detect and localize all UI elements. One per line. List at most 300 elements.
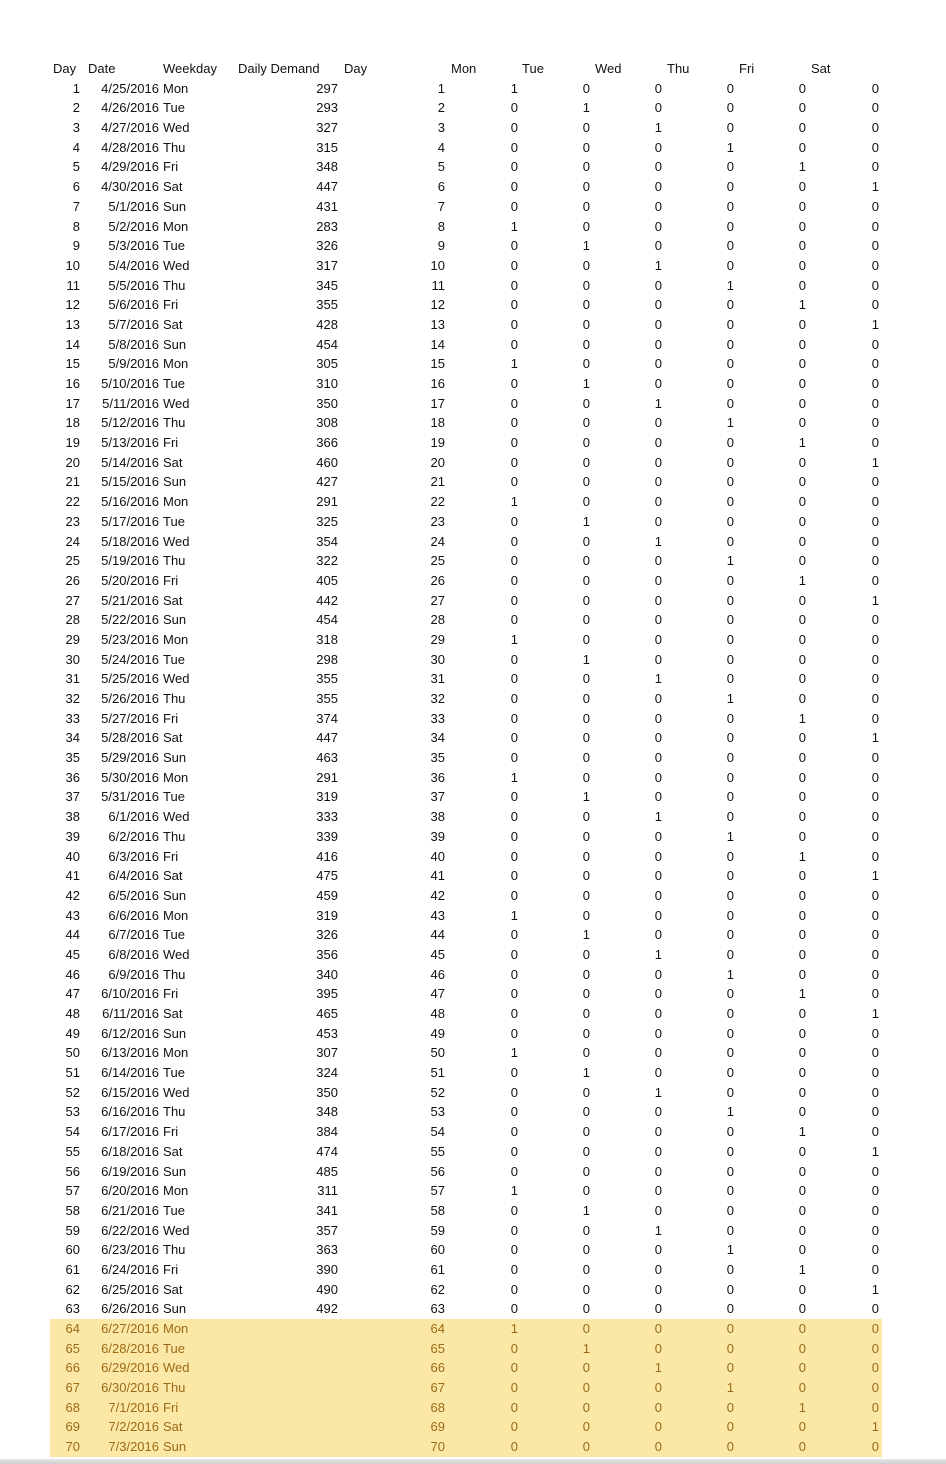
cell-thu-flag[interactable]: 1 [726, 966, 734, 982]
cell-daily-demand[interactable]: 405 [316, 572, 338, 588]
cell-tue-flag[interactable]: 0 [582, 1399, 590, 1415]
cell-tue-flag[interactable]: 0 [582, 553, 590, 569]
cell-tue-flag[interactable]: 1 [582, 1202, 590, 1218]
cell-date[interactable]: 5/20/2016 [101, 572, 159, 588]
cell-day[interactable]: 18 [65, 415, 80, 431]
cell-day[interactable]: 29 [65, 631, 80, 647]
cell-wed-flag[interactable]: 0 [654, 1340, 662, 1356]
cell-date[interactable]: 4/28/2016 [101, 139, 159, 155]
cell-mon-flag[interactable]: 0 [510, 1202, 518, 1218]
cell-date[interactable]: 5/29/2016 [101, 750, 159, 766]
cell-wed-flag[interactable]: 0 [654, 730, 662, 746]
cell-wed-flag[interactable]: 0 [654, 848, 662, 864]
cell-fri-flag[interactable]: 0 [798, 533, 806, 549]
cell-sat-flag[interactable]: 0 [871, 415, 879, 431]
cell-day[interactable]: 44 [65, 927, 80, 943]
cell-fri-flag[interactable]: 0 [798, 1281, 806, 1297]
cell-mon-flag[interactable]: 0 [510, 828, 518, 844]
cell-wed-flag[interactable]: 0 [654, 198, 662, 214]
cell-weekday[interactable]: Mon [163, 494, 189, 510]
header-date[interactable]: Date [88, 61, 116, 76]
cell-sat-flag[interactable]: 0 [871, 1321, 879, 1336]
cell-date[interactable]: 6/2/2016 [108, 828, 159, 844]
cell-day-index[interactable]: 43 [430, 907, 445, 923]
cell-weekday[interactable]: Fri [163, 159, 179, 175]
cell-weekday[interactable]: Wed [163, 120, 190, 136]
cell-mon-flag[interactable]: 0 [510, 533, 518, 549]
cell-tue-flag[interactable]: 1 [582, 100, 590, 116]
cell-sat-flag[interactable]: 0 [871, 1261, 879, 1277]
cell-wed-flag[interactable]: 1 [654, 257, 662, 273]
cell-mon-flag[interactable]: 1 [510, 1321, 518, 1336]
cell-daily-demand[interactable]: 465 [316, 1006, 338, 1021]
cell-daily-demand[interactable]: 374 [316, 710, 338, 726]
cell-thu-flag[interactable]: 0 [726, 120, 734, 136]
cell-weekday[interactable]: Mon [163, 631, 189, 647]
cell-sat-flag[interactable]: 0 [871, 1065, 879, 1081]
cell-sat-flag[interactable]: 0 [871, 435, 879, 451]
cell-date[interactable]: 6/21/2016 [101, 1202, 159, 1218]
cell-tue-flag[interactable]: 0 [582, 198, 590, 214]
cell-tue-flag[interactable]: 0 [582, 710, 590, 726]
cell-mon-flag[interactable]: 0 [510, 1301, 518, 1317]
cell-sat-flag[interactable]: 0 [871, 1084, 879, 1100]
cell-sat-flag[interactable]: 0 [871, 691, 879, 706]
cell-fri-flag[interactable]: 1 [798, 1261, 806, 1277]
cell-weekday[interactable]: Wed [163, 671, 190, 687]
cell-tue-flag[interactable]: 0 [582, 1419, 590, 1435]
cell-mon-flag[interactable]: 0 [510, 316, 518, 332]
cell-weekday[interactable]: Wed [163, 809, 190, 825]
cell-fri-flag[interactable]: 0 [798, 356, 806, 372]
cell-sat-flag[interactable]: 0 [871, 1439, 879, 1455]
cell-day[interactable]: 59 [65, 1222, 80, 1238]
cell-tue-flag[interactable]: 0 [582, 494, 590, 510]
cell-weekday[interactable]: Wed [163, 946, 190, 962]
cell-mon-flag[interactable]: 0 [510, 395, 518, 411]
cell-day[interactable]: 20 [65, 454, 80, 470]
cell-date[interactable]: 6/12/2016 [101, 1025, 159, 1041]
cell-weekday[interactable]: Wed [163, 395, 190, 411]
cell-day[interactable]: 28 [65, 612, 80, 628]
cell-weekday[interactable]: Sat [163, 868, 183, 884]
cell-tue-flag[interactable]: 0 [582, 572, 590, 588]
cell-weekday[interactable]: Sat [163, 1419, 183, 1435]
cell-day-index[interactable]: 26 [430, 572, 445, 588]
cell-fri-flag[interactable]: 0 [798, 631, 806, 647]
cell-daily-demand[interactable]: 355 [316, 297, 338, 313]
cell-day[interactable]: 5 [72, 159, 80, 175]
cell-date[interactable]: 5/4/2016 [108, 257, 159, 273]
cell-date[interactable]: 5/28/2016 [101, 730, 159, 746]
cell-daily-demand[interactable]: 319 [316, 789, 338, 805]
cell-tue-flag[interactable]: 0 [582, 1242, 590, 1258]
cell-date[interactable]: 5/10/2016 [101, 376, 159, 391]
cell-day-index[interactable]: 40 [430, 848, 445, 864]
cell-tue-flag[interactable]: 0 [582, 1301, 590, 1317]
cell-sat-flag[interactable]: 1 [871, 1419, 879, 1435]
cell-day-index[interactable]: 4 [437, 139, 445, 155]
cell-tue-flag[interactable]: 0 [582, 1222, 590, 1238]
cell-fri-flag[interactable]: 0 [798, 1321, 806, 1336]
cell-day-index[interactable]: 32 [430, 691, 445, 706]
cell-fri-flag[interactable]: 0 [798, 828, 806, 844]
cell-fri-flag[interactable]: 0 [798, 750, 806, 766]
cell-tue-flag[interactable]: 0 [582, 730, 590, 746]
cell-thu-flag[interactable]: 0 [726, 631, 734, 647]
cell-fri-flag[interactable]: 0 [798, 277, 806, 293]
cell-wed-flag[interactable]: 0 [654, 218, 662, 234]
cell-date[interactable]: 6/9/2016 [108, 966, 159, 982]
cell-sat-flag[interactable]: 0 [871, 1045, 879, 1061]
cell-fri-flag[interactable]: 0 [798, 1419, 806, 1435]
cell-thu-flag[interactable]: 0 [726, 848, 734, 864]
cell-date[interactable]: 7/2/2016 [108, 1419, 159, 1435]
cell-thu-flag[interactable]: 0 [726, 1340, 734, 1356]
cell-day-index[interactable]: 18 [430, 415, 445, 431]
cell-thu-flag[interactable]: 1 [726, 828, 734, 844]
cell-weekday[interactable]: Thu [163, 1380, 186, 1396]
cell-sat-flag[interactable]: 1 [871, 1006, 879, 1021]
cell-tue-flag[interactable]: 0 [582, 966, 590, 982]
cell-daily-demand[interactable]: 298 [316, 651, 338, 667]
cell-weekday[interactable]: Thu [163, 691, 186, 706]
cell-tue-flag[interactable]: 0 [582, 1006, 590, 1021]
cell-date[interactable]: 5/26/2016 [101, 691, 159, 706]
cell-day-index[interactable]: 50 [430, 1045, 445, 1061]
cell-sat-flag[interactable]: 0 [871, 1163, 879, 1179]
cell-daily-demand[interactable]: 474 [316, 1143, 338, 1159]
cell-day[interactable]: 60 [65, 1242, 80, 1258]
cell-day[interactable]: 22 [65, 494, 80, 510]
cell-thu-flag[interactable]: 0 [726, 651, 734, 667]
cell-tue-flag[interactable]: 0 [582, 986, 590, 1002]
cell-tue-flag[interactable]: 0 [582, 612, 590, 628]
cell-daily-demand[interactable]: 308 [316, 415, 338, 431]
cell-wed-flag[interactable]: 0 [654, 356, 662, 372]
cell-daily-demand[interactable]: 319 [316, 907, 338, 923]
cell-thu-flag[interactable]: 0 [726, 179, 734, 195]
cell-thu-flag[interactable]: 0 [726, 80, 734, 96]
cell-thu-flag[interactable]: 0 [726, 1183, 734, 1199]
cell-fri-flag[interactable]: 0 [798, 1084, 806, 1100]
cell-fri-flag[interactable]: 0 [798, 907, 806, 923]
cell-day[interactable]: 34 [65, 730, 80, 746]
cell-day-index[interactable]: 55 [430, 1143, 445, 1159]
cell-sat-flag[interactable]: 0 [871, 671, 879, 687]
cell-date[interactable]: 7/1/2016 [108, 1399, 159, 1415]
cell-daily-demand[interactable]: 348 [316, 159, 338, 175]
cell-weekday[interactable]: Wed [163, 1222, 190, 1238]
cell-daily-demand[interactable]: 354 [316, 533, 338, 549]
cell-tue-flag[interactable]: 0 [582, 671, 590, 687]
cell-day-index[interactable]: 54 [430, 1124, 445, 1140]
cell-wed-flag[interactable]: 1 [654, 533, 662, 549]
cell-tue-flag[interactable]: 0 [582, 691, 590, 706]
cell-daily-demand[interactable]: 463 [316, 750, 338, 766]
cell-sat-flag[interactable]: 0 [871, 1104, 879, 1120]
cell-daily-demand[interactable]: 283 [316, 218, 338, 234]
cell-fri-flag[interactable]: 1 [798, 1124, 806, 1140]
cell-fri-flag[interactable]: 0 [798, 887, 806, 903]
cell-mon-flag[interactable]: 0 [510, 1006, 518, 1021]
cell-daily-demand[interactable]: 355 [316, 671, 338, 687]
cell-day[interactable]: 68 [65, 1399, 80, 1415]
cell-day-index[interactable]: 17 [430, 395, 445, 411]
cell-daily-demand[interactable]: 428 [316, 316, 338, 332]
cell-daily-demand[interactable]: 442 [316, 592, 338, 608]
cell-tue-flag[interactable]: 0 [582, 631, 590, 647]
cell-tue-flag[interactable]: 0 [582, 257, 590, 273]
cell-day[interactable]: 48 [65, 1006, 80, 1021]
cell-day-index[interactable]: 52 [430, 1084, 445, 1100]
cell-thu-flag[interactable]: 0 [726, 868, 734, 884]
cell-tue-flag[interactable]: 0 [582, 769, 590, 785]
cell-daily-demand[interactable]: 317 [316, 257, 338, 273]
cell-sat-flag[interactable]: 0 [871, 651, 879, 667]
cell-wed-flag[interactable]: 0 [654, 769, 662, 785]
cell-date[interactable]: 6/10/2016 [101, 986, 159, 1002]
cell-tue-flag[interactable]: 0 [582, 1084, 590, 1100]
cell-sat-flag[interactable]: 0 [871, 218, 879, 234]
cell-daily-demand[interactable]: 327 [316, 120, 338, 136]
cell-tue-flag[interactable]: 0 [582, 474, 590, 490]
cell-thu-flag[interactable]: 0 [726, 946, 734, 962]
cell-wed-flag[interactable]: 0 [654, 159, 662, 175]
cell-day[interactable]: 27 [65, 592, 80, 608]
cell-wed-flag[interactable]: 0 [654, 1202, 662, 1218]
cell-day-index[interactable]: 14 [430, 336, 445, 352]
cell-weekday[interactable]: Thu [163, 553, 186, 569]
cell-thu-flag[interactable]: 0 [726, 1124, 734, 1140]
cell-mon-flag[interactable]: 0 [510, 1143, 518, 1159]
cell-daily-demand[interactable]: 490 [316, 1281, 338, 1297]
cell-wed-flag[interactable]: 0 [654, 1301, 662, 1317]
cell-sat-flag[interactable]: 1 [871, 592, 879, 608]
cell-tue-flag[interactable]: 0 [582, 1143, 590, 1159]
cell-fri-flag[interactable]: 0 [798, 1045, 806, 1061]
cell-day[interactable]: 9 [72, 238, 80, 254]
cell-fri-flag[interactable]: 0 [798, 1380, 806, 1396]
cell-fri-flag[interactable]: 0 [798, 1143, 806, 1159]
cell-tue-flag[interactable]: 1 [582, 1340, 590, 1356]
cell-tue-flag[interactable]: 0 [582, 1183, 590, 1199]
cell-date[interactable]: 5/13/2016 [101, 435, 159, 451]
cell-thu-flag[interactable]: 0 [726, 356, 734, 372]
cell-fri-flag[interactable]: 0 [798, 1104, 806, 1120]
cell-thu-flag[interactable]: 0 [726, 533, 734, 549]
cell-date[interactable]: 6/17/2016 [101, 1124, 159, 1140]
cell-wed-flag[interactable]: 0 [654, 277, 662, 293]
cell-tue-flag[interactable]: 1 [582, 927, 590, 943]
cell-daily-demand[interactable]: 427 [316, 474, 338, 490]
cell-thu-flag[interactable]: 0 [726, 238, 734, 254]
cell-day-index[interactable]: 34 [430, 730, 445, 746]
cell-daily-demand[interactable]: 363 [316, 1242, 338, 1258]
cell-daily-demand[interactable]: 454 [316, 336, 338, 352]
cell-thu-flag[interactable]: 1 [726, 1242, 734, 1258]
cell-day-index[interactable]: 56 [430, 1163, 445, 1179]
cell-date[interactable]: 5/21/2016 [101, 592, 159, 608]
cell-daily-demand[interactable]: 492 [316, 1301, 338, 1317]
cell-sat-flag[interactable]: 0 [871, 769, 879, 785]
cell-day[interactable]: 17 [65, 395, 80, 411]
cell-mon-flag[interactable]: 0 [510, 297, 518, 313]
cell-date[interactable]: 5/6/2016 [108, 297, 159, 313]
cell-wed-flag[interactable]: 1 [654, 1360, 662, 1376]
cell-date[interactable]: 5/12/2016 [101, 415, 159, 431]
cell-fri-flag[interactable]: 0 [798, 730, 806, 746]
cell-date[interactable]: 6/19/2016 [101, 1163, 159, 1179]
cell-daily-demand[interactable]: 453 [316, 1025, 338, 1041]
cell-mon-flag[interactable]: 0 [510, 1340, 518, 1356]
cell-mon-flag[interactable]: 0 [510, 1084, 518, 1100]
cell-mon-flag[interactable]: 1 [510, 356, 518, 372]
cell-day[interactable]: 51 [65, 1065, 80, 1081]
cell-sat-flag[interactable]: 1 [871, 454, 879, 470]
cell-sat-flag[interactable]: 0 [871, 907, 879, 923]
cell-wed-flag[interactable]: 0 [654, 1065, 662, 1081]
cell-sat-flag[interactable]: 0 [871, 927, 879, 943]
cell-tue-flag[interactable]: 0 [582, 592, 590, 608]
cell-fri-flag[interactable]: 1 [798, 159, 806, 175]
cell-sat-flag[interactable]: 1 [871, 868, 879, 884]
cell-wed-flag[interactable]: 0 [654, 297, 662, 313]
cell-tue-flag[interactable]: 0 [582, 1321, 590, 1336]
cell-day-index[interactable]: 2 [437, 100, 445, 116]
cell-day-index[interactable]: 27 [430, 592, 445, 608]
cell-day[interactable]: 24 [65, 533, 80, 549]
cell-fri-flag[interactable]: 0 [798, 1163, 806, 1179]
cell-day[interactable]: 64 [65, 1321, 80, 1336]
cell-day[interactable]: 62 [65, 1281, 80, 1297]
cell-date[interactable]: 5/24/2016 [101, 651, 159, 667]
cell-fri-flag[interactable]: 0 [798, 1360, 806, 1376]
cell-date[interactable]: 5/25/2016 [101, 671, 159, 687]
cell-thu-flag[interactable]: 0 [726, 395, 734, 411]
cell-mon-flag[interactable]: 0 [510, 671, 518, 687]
cell-weekday[interactable]: Tue [163, 789, 185, 805]
cell-fri-flag[interactable]: 0 [798, 927, 806, 943]
cell-weekday[interactable]: Sun [163, 1025, 187, 1041]
cell-day-index[interactable]: 1 [437, 80, 445, 96]
cell-date[interactable]: 5/3/2016 [108, 238, 159, 254]
cell-wed-flag[interactable]: 0 [654, 238, 662, 254]
cell-daily-demand[interactable]: 384 [316, 1124, 338, 1140]
cell-weekday[interactable]: Mon [163, 218, 189, 234]
cell-weekday[interactable]: Wed [163, 533, 190, 549]
cell-weekday[interactable]: Tue [163, 376, 185, 391]
cell-wed-flag[interactable]: 0 [654, 415, 662, 431]
cell-mon-flag[interactable]: 0 [510, 651, 518, 667]
cell-tue-flag[interactable]: 0 [582, 1045, 590, 1061]
cell-weekday[interactable]: Sun [163, 336, 187, 352]
cell-daily-demand[interactable]: 291 [316, 494, 338, 510]
cell-wed-flag[interactable]: 0 [654, 868, 662, 884]
cell-wed-flag[interactable]: 1 [654, 120, 662, 136]
cell-sat-flag[interactable]: 0 [871, 1242, 879, 1258]
cell-thu-flag[interactable]: 0 [726, 1360, 734, 1376]
cell-sat-flag[interactable]: 0 [871, 474, 879, 490]
cell-day-index[interactable]: 33 [430, 710, 445, 726]
cell-mon-flag[interactable]: 0 [510, 986, 518, 1002]
cell-mon-flag[interactable]: 1 [510, 80, 518, 96]
cell-thu-flag[interactable]: 0 [726, 1143, 734, 1159]
cell-date[interactable]: 5/22/2016 [101, 612, 159, 628]
cell-sat-flag[interactable]: 0 [871, 257, 879, 273]
cell-mon-flag[interactable]: 0 [510, 553, 518, 569]
cell-weekday[interactable]: Mon [163, 80, 189, 96]
cell-day-index[interactable]: 51 [430, 1065, 445, 1081]
cell-sat-flag[interactable]: 0 [871, 356, 879, 372]
cell-thu-flag[interactable]: 0 [726, 198, 734, 214]
cell-weekday[interactable]: Mon [163, 907, 189, 923]
cell-day-index[interactable]: 58 [430, 1202, 445, 1218]
cell-date[interactable]: 5/7/2016 [108, 316, 159, 332]
header-mon[interactable]: Mon [451, 61, 477, 76]
cell-day-index[interactable]: 64 [430, 1321, 445, 1336]
cell-mon-flag[interactable]: 0 [510, 1124, 518, 1140]
cell-sat-flag[interactable]: 0 [871, 120, 879, 136]
cell-day-index[interactable]: 60 [430, 1242, 445, 1258]
cell-day-index[interactable]: 22 [430, 494, 445, 510]
cell-day[interactable]: 8 [72, 218, 80, 234]
cell-mon-flag[interactable]: 0 [510, 868, 518, 884]
cell-date[interactable]: 6/27/2016 [101, 1321, 159, 1336]
cell-daily-demand[interactable]: 326 [316, 927, 338, 943]
cell-day[interactable]: 11 [66, 277, 80, 293]
cell-day-index[interactable]: 35 [430, 750, 445, 766]
cell-day[interactable]: 10 [65, 257, 80, 273]
cell-date[interactable]: 5/18/2016 [101, 533, 159, 549]
cell-sat-flag[interactable]: 0 [871, 631, 879, 647]
cell-fri-flag[interactable]: 0 [798, 1183, 806, 1199]
cell-day-index[interactable]: 46 [430, 966, 445, 982]
cell-day[interactable]: 37 [65, 789, 80, 805]
cell-sat-flag[interactable]: 0 [871, 100, 879, 116]
cell-thu-flag[interactable]: 0 [726, 257, 734, 273]
cell-weekday[interactable]: Sun [163, 750, 187, 766]
cell-date[interactable]: 5/19/2016 [101, 553, 159, 569]
cell-sat-flag[interactable]: 0 [871, 1124, 879, 1140]
cell-daily-demand[interactable]: 350 [316, 1084, 338, 1100]
cell-fri-flag[interactable]: 0 [798, 218, 806, 234]
cell-tue-flag[interactable]: 0 [582, 533, 590, 549]
cell-fri-flag[interactable]: 0 [798, 1006, 806, 1021]
cell-wed-flag[interactable]: 0 [654, 1006, 662, 1021]
cell-mon-flag[interactable]: 0 [510, 1399, 518, 1415]
cell-daily-demand[interactable]: 459 [316, 887, 338, 903]
cell-date[interactable]: 5/5/2016 [108, 277, 159, 293]
cell-wed-flag[interactable]: 0 [654, 572, 662, 588]
cell-day[interactable]: 23 [65, 513, 80, 529]
cell-fri-flag[interactable]: 0 [798, 809, 806, 825]
cell-sat-flag[interactable]: 0 [871, 395, 879, 411]
cell-tue-flag[interactable]: 0 [582, 316, 590, 332]
cell-day[interactable]: 36 [65, 769, 80, 785]
header-fri[interactable]: Fri [739, 61, 755, 76]
cell-daily-demand[interactable]: 485 [316, 1163, 338, 1179]
cell-weekday[interactable]: Wed [163, 257, 190, 273]
cell-thu-flag[interactable]: 1 [726, 277, 734, 293]
cell-daily-demand[interactable]: 447 [316, 179, 338, 195]
cell-fri-flag[interactable]: 0 [798, 1301, 806, 1317]
cell-tue-flag[interactable]: 0 [582, 809, 590, 825]
cell-sat-flag[interactable]: 0 [871, 1399, 879, 1415]
cell-mon-flag[interactable]: 0 [510, 1419, 518, 1435]
cell-thu-flag[interactable]: 0 [726, 730, 734, 746]
cell-day-index[interactable]: 10 [430, 257, 445, 273]
